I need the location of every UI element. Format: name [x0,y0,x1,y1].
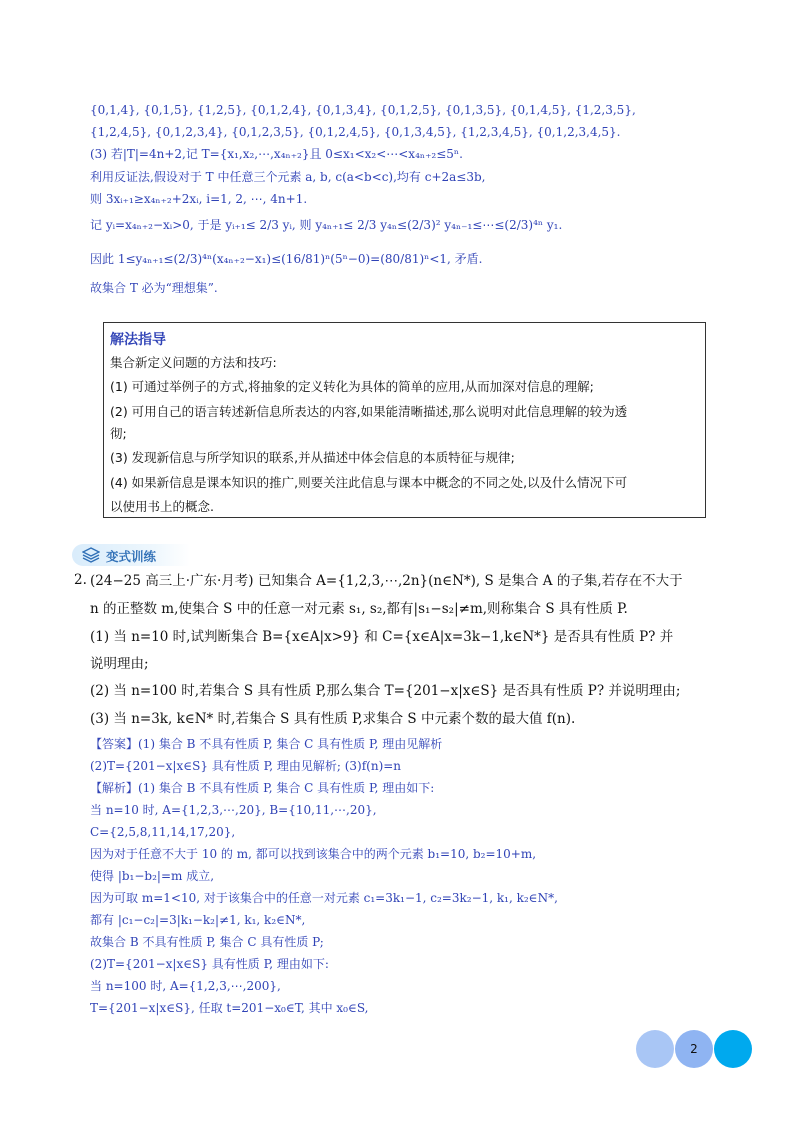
section-tag-label: 变式训练 [106,549,157,564]
answer-line: 都有 |c₁−c₂|=3|k₁−k₂|≠1, k₁, k₂∈N*, [90,913,306,927]
solution-line: 故集合 T 必为“理想集”. [90,281,218,295]
question-line: (24−25 高三上·广东·月考) 已知集合 A={1,2,3,⋯,2n}(n∈N*), S 是集合 A 的子集,若存在不大于 [90,573,683,589]
guide-title: 解法指导 [110,332,166,348]
question-line: (2) 当 n=100 时,若集合 S 具有性质 P,那么集合 T={201−x|x∈S} 是否具有性质 P? 并说明理由; [90,683,681,699]
section-tag-variant-training [72,544,190,566]
page-number: 2 [690,1042,698,1056]
solution-line: (3) 若|T|=4n+2,记 T={x₁,x₂,⋯,x₄ₙ₊₂}且 0≤x₁<x₂<⋯<x₄ₙ₊₂≤5ⁿ. [90,147,463,161]
guide-line: (2) 可用自己的语言转述新信息所表达的内容,如果能清晰描述,那么说明对此信息理解的较为透 [110,404,628,419]
answer-line: 使得 |b₁−b₂|=m 成立, [90,869,215,883]
question-line: (1) 当 n=10 时,试判断集合 B={x∈A|x>9} 和 C={x∈A|x=3k−1,k∈N*} 是否具有性质 P? 并 [90,629,674,645]
answer-line: 【解析】(1) 集合 B 不具有性质 P, 集合 C 具有性质 P, 理由如下: [90,781,435,795]
guide-line: (3) 发现新信息与所学知识的联系,并从描述中体会信息的本质特征与规律; [110,450,515,465]
solution-line: 因此 1≤y₄ₙ₊₁≤(2/3)⁴ⁿ(x₄ₙ₊₂−x₁)≤(16/81)ⁿ(5ⁿ−0)=(80/81)ⁿ<1, 矛盾. [90,252,483,266]
decor-circle [714,1030,752,1068]
answer-line: C={2,5,8,11,14,17,20}, [90,825,236,839]
answer-line: 当 n=100 时, A={1,2,3,⋯,200}, [90,979,281,993]
guide-line: (1) 可通过举例子的方式,将抽象的定义转化为具体的简单的应用,从而加深对信息的理解; [110,379,594,394]
answer-line: T={201−x|x∈S}, 任取 t=201−x₀∈T, 其中 x₀∈S, [90,1001,369,1015]
answer-line: 当 n=10 时, A={1,2,3,⋯,20}, B={10,11,⋯,20}, [90,803,377,817]
question-line: (3) 当 n=3k, k∈N* 时,若集合 S 具有性质 P,求集合 S 中元素个数的最大值 f(n). [90,711,576,727]
solution-line: {0,1,4}, {0,1,5}, {1,2,5}, {0,1,2,4}, {0,1,3,4}, {0,1,2,5}, {0,1,3,5}, {0,1,4,5}, {1,2,3,5}, [90,103,636,117]
solution-line: {1,2,4,5}, {0,1,2,3,4}, {0,1,2,3,5}, {0,1,2,4,5}, {0,1,3,4,5}, {1,2,3,4,5}, {0,1,2,3,4,5}. [90,125,621,139]
question-number: 2. [74,572,87,588]
guide-line: 以使用书上的概念. [110,499,214,514]
answer-line: 故集合 B 不具有性质 P, 集合 C 具有性质 P; [90,935,324,949]
page-number-badge [636,1030,752,1068]
guide-line: 彻; [110,426,127,441]
guide-line: (4) 如果新信息是课本知识的推广,则要关注此信息与课本中概念的不同之处,以及什么情况下可 [110,475,628,490]
guide-line: 集合新定义问题的方法和技巧: [110,355,277,370]
answer-line: 【答案】(1) 集合 B 不具有性质 P, 集合 C 具有性质 P, 理由见解析 [90,737,443,751]
decor-circle [636,1030,674,1068]
question-line: n 的正整数 m,使集合 S 中的任意一对元素 s₁, s₂,都有|s₁−s₂|≠m,则称集合 S 具有性质 P. [90,601,628,617]
solution-line: 记 yᵢ=x₄ₙ₊₂−xᵢ>0, 于是 yᵢ₊₁≤ 2/3 yᵢ, 则 y₄ₙ₊₁≤ 2/3 y₄ₙ≤(2/3)² y₄ₙ₋₁≤⋯≤(2/3)⁴ⁿ y₁. [90,218,563,232]
solution-line: 利用反证法,假设对于 T 中任意三个元素 a, b, c(a<b<c),均有 c+2a≤3b, [90,170,486,184]
method-guide-box [103,322,706,518]
answer-line: 因为可取 m=1<10, 对于该集合中的任意一对元素 c₁=3k₁−1, c₂=3k₂−1, k₁, k₂∈N*, [90,891,558,905]
answer-line: 因为对于任意不大于 10 的 m, 都可以找到该集合中的两个元素 b₁=10, b₂=10+m, [90,847,537,861]
answer-line: (2)T={201−x|x∈S} 具有性质 P, 理由见解析; (3)f(n)=n [90,759,402,773]
solution-line: 则 3xᵢ₊₁≥x₄ₙ₊₂+2xᵢ, i=1, 2, ⋯, 4n+1. [90,192,308,206]
answer-line: (2)T={201−x|x∈S} 具有性质 P, 理由如下: [90,957,329,971]
layers-icon [82,547,100,563]
question-line: 说明理由; [90,656,149,672]
